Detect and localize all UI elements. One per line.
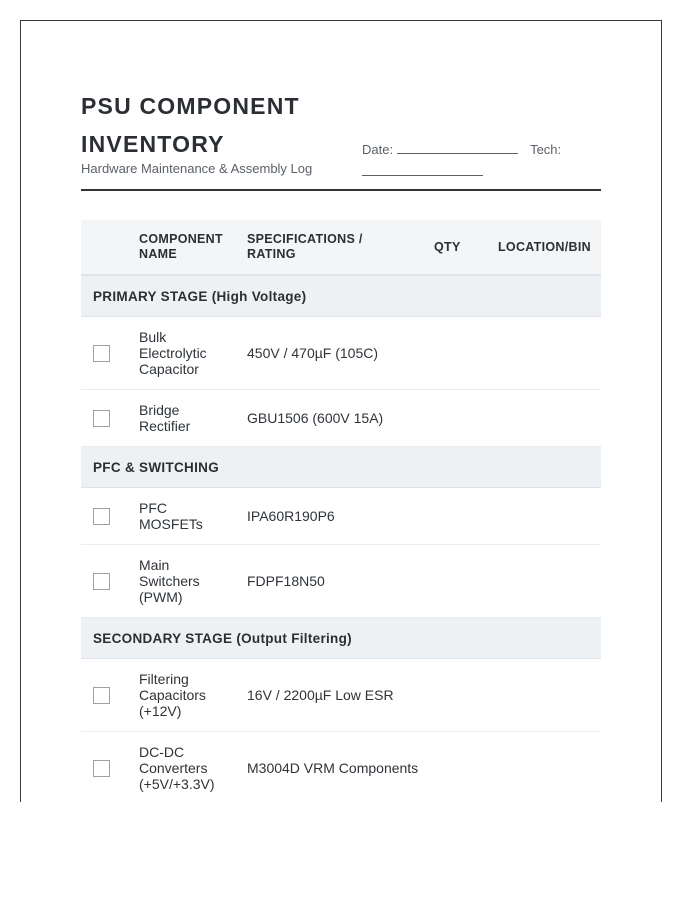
table-row [81,317,601,390]
table-row [81,545,601,618]
document-header [81,81,601,191]
row-checkbox[interactable] [93,687,110,704]
date-label: Date: [362,142,394,157]
component-name: DC-DC Converters (+5V/+3.3V) [139,744,215,792]
row-checkbox[interactable] [93,760,110,777]
component-spec: 450V / 470µF (105C) [247,345,379,361]
table-row [81,659,601,732]
column-header-qty: QTY [434,240,461,254]
component-spec: GBU1506 (600V 15A) [247,410,384,426]
date-field[interactable] [397,140,518,154]
inventory-table [81,220,601,802]
document-page [20,20,662,802]
row-checkbox[interactable] [93,508,110,525]
log-meta [362,139,601,183]
component-name: PFC MOSFETs [139,500,203,532]
table-row [81,488,601,545]
table-row [81,732,601,802]
component-spec: 16V / 2200µF Low ESR [247,687,394,703]
column-header-specifications: SPECIFICATIONS / RATING [247,232,363,261]
page-title: PSU COMPONENT INVENTORY [81,93,300,157]
component-name: Filtering Capacitors (+12V) [139,671,206,719]
column-header-component-name: COMPONENT NAME [139,232,223,261]
table-header [81,220,601,276]
row-checkbox[interactable] [93,345,110,362]
column-header-location: LOCATION/BIN [498,240,591,254]
component-name: Main Switchers (PWM) [139,557,200,605]
section-header-pfc-switching: PFC & SWITCHING [81,447,601,488]
row-checkbox[interactable] [93,573,110,590]
section-header-primary-stage: PRIMARY STAGE (High Voltage) [81,276,601,317]
component-spec: M3004D VRM Components [247,760,419,776]
section-header-secondary-stage: SECONDARY STAGE (Output Filtering) [81,618,601,659]
row-checkbox[interactable] [93,410,110,427]
table-row [81,390,601,447]
component-spec: IPA60R190P6 [247,508,335,524]
component-name: Bridge Rectifier [139,402,191,434]
tech-label: Tech: [530,142,562,157]
tech-field[interactable] [362,162,483,176]
component-spec: FDPF18N50 [247,573,325,589]
component-name: Bulk Electrolytic Capacitor [139,329,207,377]
page-subtitle: Hardware Maintenance & Assembly Log [81,161,313,176]
